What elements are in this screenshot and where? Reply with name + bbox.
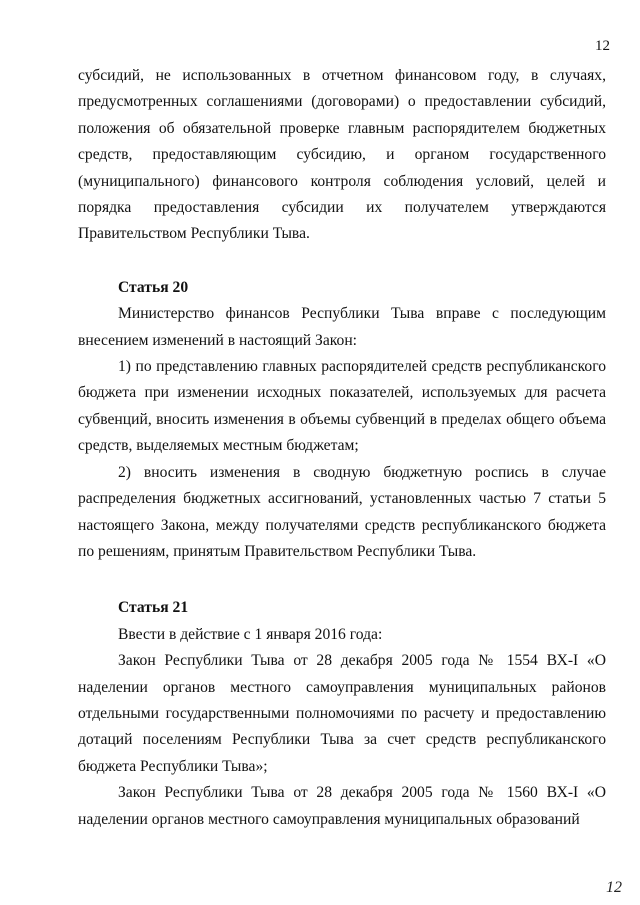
page-number: 12 <box>595 38 610 54</box>
article-20-intro: Министерство финансов Республики Тыва вправе с последующим внесением изменений в настоящий Закон: <box>78 305 606 349</box>
article-21-law-1: Закон Республики Тыва от 28 декабря 2005 года № 1554 ВХ-I «О наделении органов местного самоуправления муниципальных районов отдельными государственными полномочиями по расчету и предоставлению дотаций поселениям Республики Тыва за счет средств республиканского бюджета Республики Тыва»; <box>78 652 606 775</box>
document-body <box>78 63 606 833</box>
article-21-law-2: Закон Республики Тыва от 28 декабря 2005 года № 1560 ВХ-I «О наделении органов местного самоуправления муниципальных образований <box>78 784 606 828</box>
article-20-heading: Статья 20 <box>118 278 189 296</box>
paragraph-continuation: субсидий, не использованных в отчетном финансовом году, в случаях, предусмотренных соглашениями (договорами) о предоставлении субсидий, положения об обязательной проверке главным распорядителем бюджетных средств, предоставляющим субсидию, и органом государственного (муниципального) финансового контроля соблюдения условий, целей и порядка предоставления субсидии их получателем утверждаются Правительством Республики Тыва. <box>78 67 606 243</box>
article-21-intro: Ввести в действие с 1 января 2016 года: <box>118 625 383 643</box>
article-20-item-2: 2) вносить изменения в сводную бюджетную роспись в случае распределения бюджетных ассигнований, установленных частью 7 статьи 5 настоящего Закона, между получателями средств республиканского бюджета по решениям, принятым Правительством Республики Тыва. <box>78 463 606 560</box>
article-21-heading: Статья 21 <box>118 599 189 617</box>
handwritten-page-mark: 12 <box>606 879 622 896</box>
article-20-item-1: 1) по представлению главных распорядителей средств республиканского бюджета при изменении исходных показателей, используемых для расчета субвенций, вносить изменения в объемы субвенций в пределах общего объема средств, выделяемых местным бюджетам; <box>78 358 606 455</box>
